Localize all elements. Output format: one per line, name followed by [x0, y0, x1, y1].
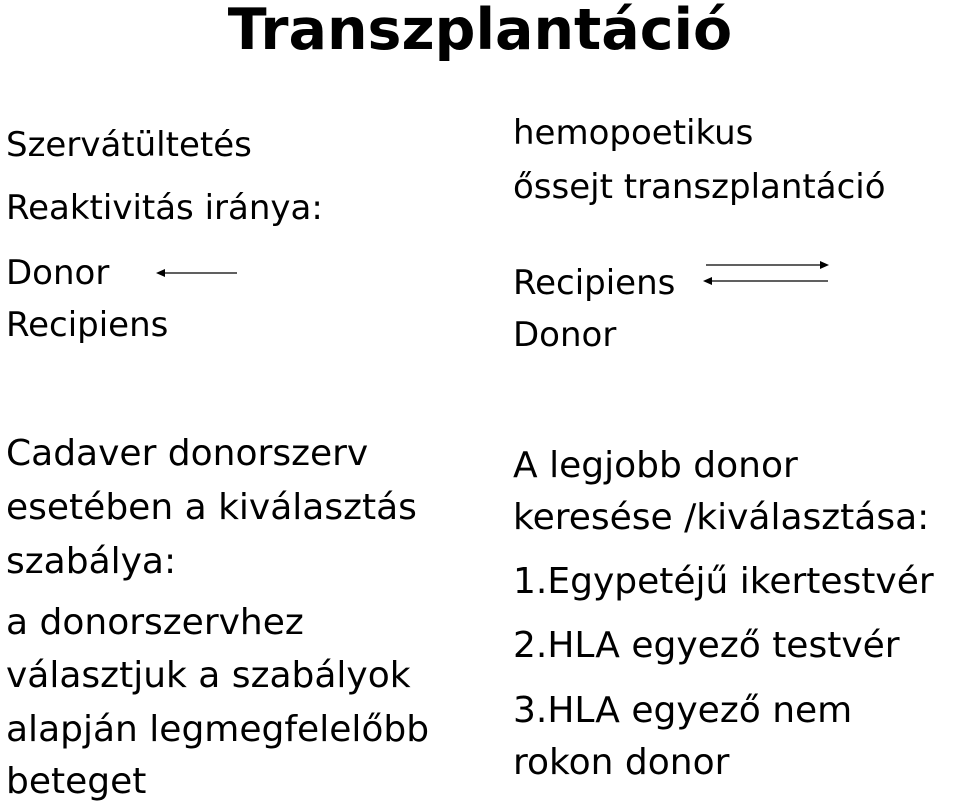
reactivity-direction-label: Reaktivitás iránya:: [6, 188, 323, 228]
organ-transplant-heading: Szervátültetés: [6, 125, 252, 165]
cadaver-rule-line: szabálya:: [6, 541, 177, 582]
arrow-right-icon: [706, 261, 829, 269]
organ-donor-label: Donor: [6, 253, 110, 293]
arrow-left-icon: [703, 277, 828, 285]
organ-recipient-label: Recipiens: [6, 305, 169, 345]
arrow-left-icon: [156, 269, 237, 277]
best-donor-line: 1.Egypetéjű ikertestvér: [513, 561, 934, 602]
cadaver-rule-line: a donorszervhez: [6, 602, 304, 643]
best-donor-line: rokon donor: [513, 742, 730, 783]
cadaver-rule-line: Cadaver donorszerv: [6, 433, 369, 474]
stem-cell-donor-label: Donor: [513, 315, 617, 355]
stem-cell-heading-line-1: hemopoetikus: [513, 113, 754, 153]
best-donor-line: A legjobb donor: [513, 445, 798, 486]
cadaver-rule-line: választjuk a szabályok: [6, 655, 411, 696]
best-donor-line: 3.HLA egyező nem: [513, 690, 853, 731]
cadaver-rule-line: alapján legmegfelelőbb: [6, 709, 430, 750]
stem-cell-heading-line-2: őssejt transzplantáció: [513, 167, 886, 207]
cadaver-rule-line: esetében a kiválasztás: [6, 487, 417, 528]
best-donor-line: keresése /kiválasztása:: [513, 497, 930, 538]
best-donor-line: 2.HLA egyező testvér: [513, 625, 900, 666]
stem-cell-recipient-label: Recipiens: [513, 263, 676, 303]
cadaver-rule-line: beteget: [6, 761, 147, 802]
slide-title: Transzplantáció: [227, 0, 733, 63]
